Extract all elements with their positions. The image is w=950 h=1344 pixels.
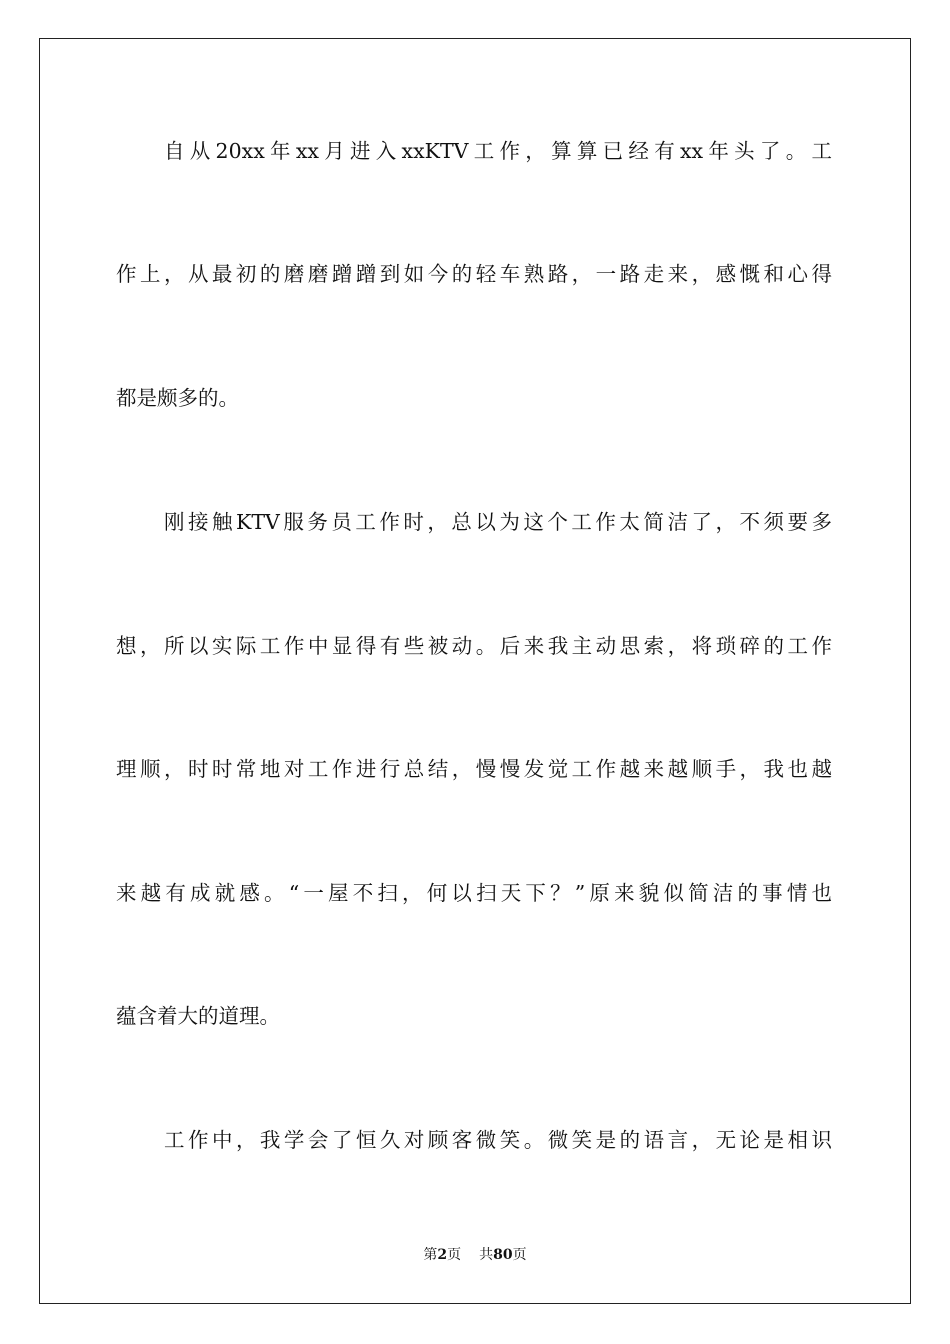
- paragraph-2-line-5: 蕴含着大的道理。: [116, 1004, 280, 1028]
- paragraph-2-line-3: 理顺，时时常地对工作进行总结，慢慢发觉工作越来越顺手，我也越: [116, 757, 832, 781]
- footer-total-prefix: 共: [479, 1247, 494, 1263]
- footer-total-pages: 80: [493, 1247, 513, 1263]
- footer-page-number: 2: [437, 1247, 448, 1263]
- paragraph-3-line-1: 工作中，我学会了恒久对顾客微笑。微笑是的语言，无论是相识: [164, 1128, 832, 1152]
- footer-page-suffix: 页: [447, 1247, 462, 1263]
- paragraph-1-line-1: 自从20xx年xx月进入xxKTV工作，算算已经有xx年头了。工: [164, 139, 832, 163]
- footer-total-suffix: 页: [512, 1247, 527, 1263]
- paragraph-2-line-4: 来越有成就感。“一屋不扫，何以扫天下？”原来貌似简洁的事情也: [116, 881, 832, 905]
- page-footer: [0, 1246, 950, 1264]
- footer-page-prefix: 第: [423, 1247, 438, 1263]
- paragraph-2-line-2: 想，所以实际工作中显得有些被动。后来我主动思索，将琐碎的工作: [116, 634, 832, 658]
- paragraph-2-line-1: 刚接触KTV服务员工作时，总以为这个工作太简洁了，不须要多: [164, 510, 832, 534]
- paragraph-1-line-3: 都是颇多的。: [116, 386, 239, 410]
- paragraph-1-line-2: 作上，从最初的磨磨蹭蹭到如今的轻车熟路，一路走来，感慨和心得: [116, 262, 832, 286]
- page-border: [39, 38, 911, 1304]
